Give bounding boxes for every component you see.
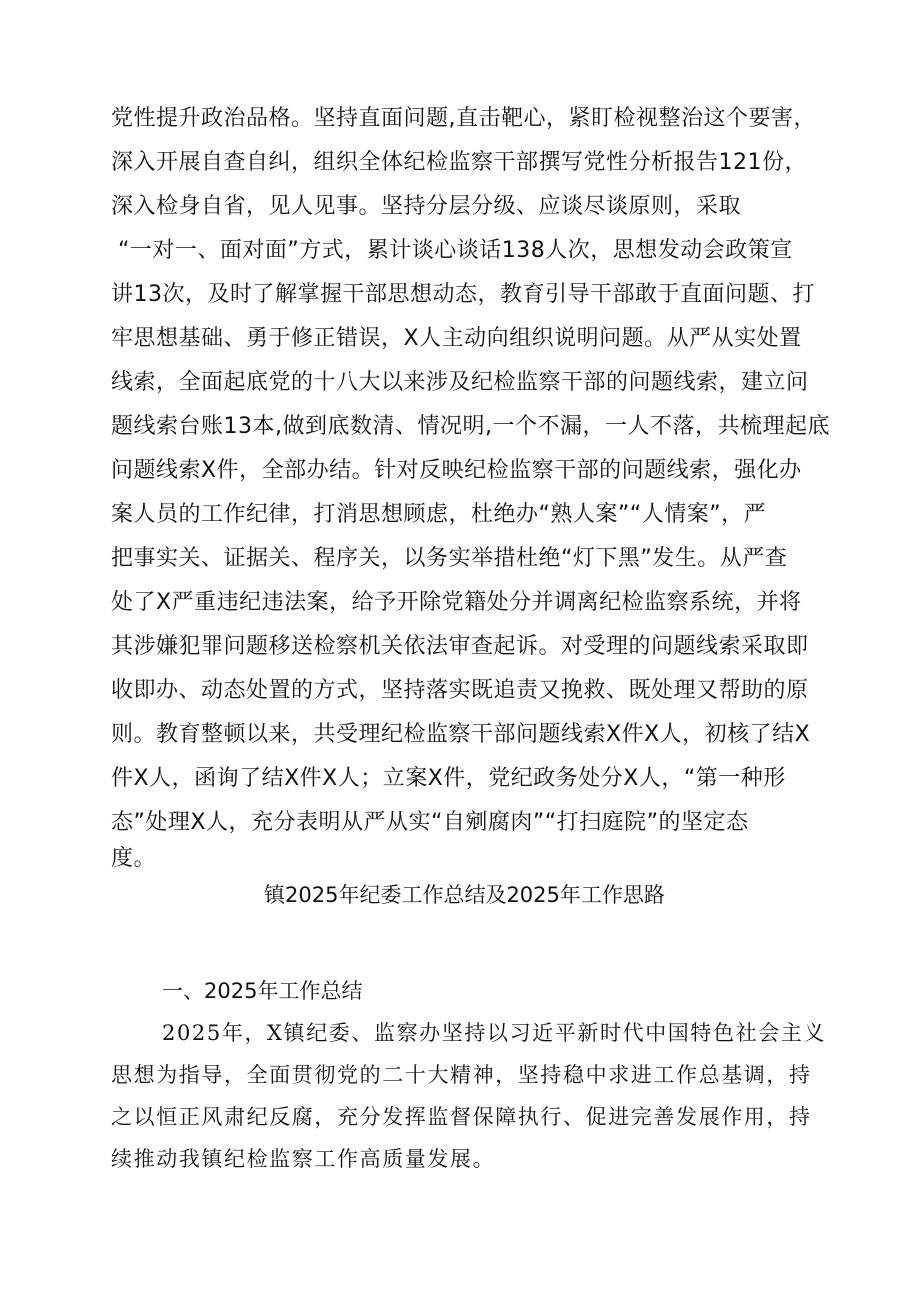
paragraph-line: 之以恒正风肃纪反腐，充分发挥监督保障执行、促进完善发展作用，持 <box>111 1105 812 1129</box>
paragraph-line: 处了X严重违纪违法案，给予开除党籍处分并调离纪检监察系统，并将 <box>111 590 802 615</box>
paragraph-line: 则。教育整顿以来，共受理纪检监察干部问题线索X件X人，初核了结X <box>111 722 811 747</box>
paragraph-line: 题线索台账13本,做到底数清、情况明,一个不漏，一人不落，共梳理起底 <box>111 414 830 439</box>
paragraph-line: 党性提升政治品格。坚持直面问题,直击靶心，紧盯检视整治这个要害， <box>111 106 816 131</box>
paragraph-line: 线索，全面起底党的十八大以来涉及纪检监察干部的问题线索，建立问 <box>111 370 809 395</box>
paragraph-line: 深入检身自省，见人见事。坚持分层分级、应谈尽谈原则，采取 <box>111 194 742 219</box>
section-heading: 一、2025年工作总结 <box>162 979 363 1003</box>
paragraph-line: 续推动我镇纪检监察工作高质量发展。 <box>111 1147 496 1171</box>
paragraph-line: 牢思想基础、勇于修正错误，X人主动向组织说明问题。从严从实处置 <box>111 326 802 351</box>
paragraph-line: 讲13次，及时了解掌握干部思想动态，教育引导干部敢于直面问题、打 <box>111 282 815 307</box>
paragraph-line: 收即办、动态处置的方式，坚持落实既追责又挽救、既处理又帮助的原 <box>111 678 809 703</box>
document-title: 镇2025年纪委工作总结及2025年工作思路 <box>264 883 665 907</box>
paragraph-line: 把事实关、证据关、程序关，以务实举措杜绝“灯下黑”发生。从严查 <box>111 546 788 571</box>
paragraph-line: 度。 <box>111 846 157 871</box>
paragraph-line: 问题线索X件，全部办结。针对反映纪检监察干部的问题线索，强化办 <box>111 458 802 483</box>
paragraph-line: 思想为指导，全面贯彻党的二十大精神，坚持稳中求进工作总基调，持 <box>111 1063 812 1087</box>
paragraph-line: 其涉嫌犯罪问题移送检察机关依法审查起诉。对受理的问题线索采取即 <box>111 634 809 659</box>
paragraph-line: 案人员的工作纪律，打消思想顾虑，杜绝办“熟人案”“人情案”，严 <box>111 502 767 527</box>
paragraph-line: 2025年，X镇纪委、监察办坚持以习近平新时代中国特色社会主义 <box>162 1021 826 1045</box>
paragraph-line: 件X人，函询了结X件X人；立案X件，党纪政务处分X人，“第一种形 <box>111 766 786 791</box>
paragraph-line: 态”处理X人，充分表明从严从实“自剜腐肉”“打扫庭院”的坚定态 <box>111 810 749 835</box>
paragraph-line: “一对一、面对面”方式，累计谈心谈话138人次，思想发动会政策宣 <box>118 238 793 263</box>
paragraph-line: 深入开展自查自纠，组织全体纪检监察干部撰写党性分析报告121份， <box>111 150 807 175</box>
